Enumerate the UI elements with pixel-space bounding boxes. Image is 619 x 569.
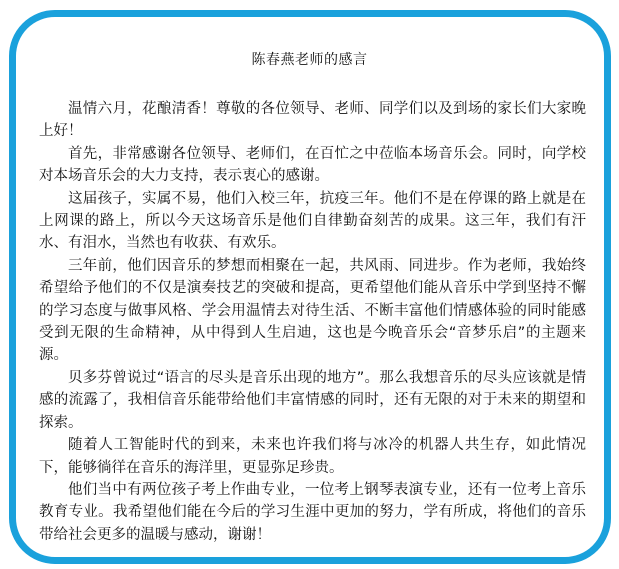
document-body (39, 98, 586, 546)
paragraph-ai-era: 随着人工智能时代的到来，未来也许我们将与冰冷的机器人共生存，如此情况下，能够徜徉在音乐的海洋里，更显弥足珍贵。 (39, 437, 586, 476)
paragraph-greeting: 温情六月，花酿清香！尊敬的各位领导、老师、同学们以及到场的家长们大家晚上好！ (39, 101, 586, 140)
paragraph-beethoven: 贝多芬曾说过“语言的尽头是音乐出现的地方”。那么我想音乐的尽头应该就是情感的流露了，我相信音乐能带给他们丰富情感的同时，还有无限的对于未来的期望和探索。 (39, 369, 586, 431)
paragraph-dream: 三年前，他们因音乐的梦想而相聚在一起，共风雨、同进步。作为老师，我始终希望给予他们的不仅是演奏技艺的突破和提高，更希望他们能从音乐中学到坚持不懈的学习态度与做事风格、学会用温情去对待生活、不断丰富他们情感体验的同时能感受到无限的生命精神，从中得到人生启迪，这也是今晚音乐会“音梦乐启”的主题来源。 (39, 257, 586, 364)
document-title: 陈春燕老师的感言 (251, 52, 368, 68)
paragraph-closing: 他们当中有两位孩子考上作曲专业，一位考上钢琴表演专业，还有一位考上音乐教育专业。我希望他们能在今后的学习生涯中更加的努力，学有所成，将他们的音乐带给社会更多的温暖与感动，谢谢！ (39, 481, 586, 543)
paragraph-thanks: 首先，非常感谢各位领导、老师们，在百忙之中莅临本场音乐会。同时，向学校对本场音乐会的大力支持，表示衷心的感谢。 (39, 145, 586, 185)
paragraph-three-years: 这届孩子，实属不易，他们入校三年，抗疫三年。他们不是在停课的路上就是在上网课的路上，所以今天这场音乐是他们自律勤奋刻苦的成果。这三年，我们有汗水、有泪水，当然也有收获、有欢乐。 (39, 190, 586, 252)
